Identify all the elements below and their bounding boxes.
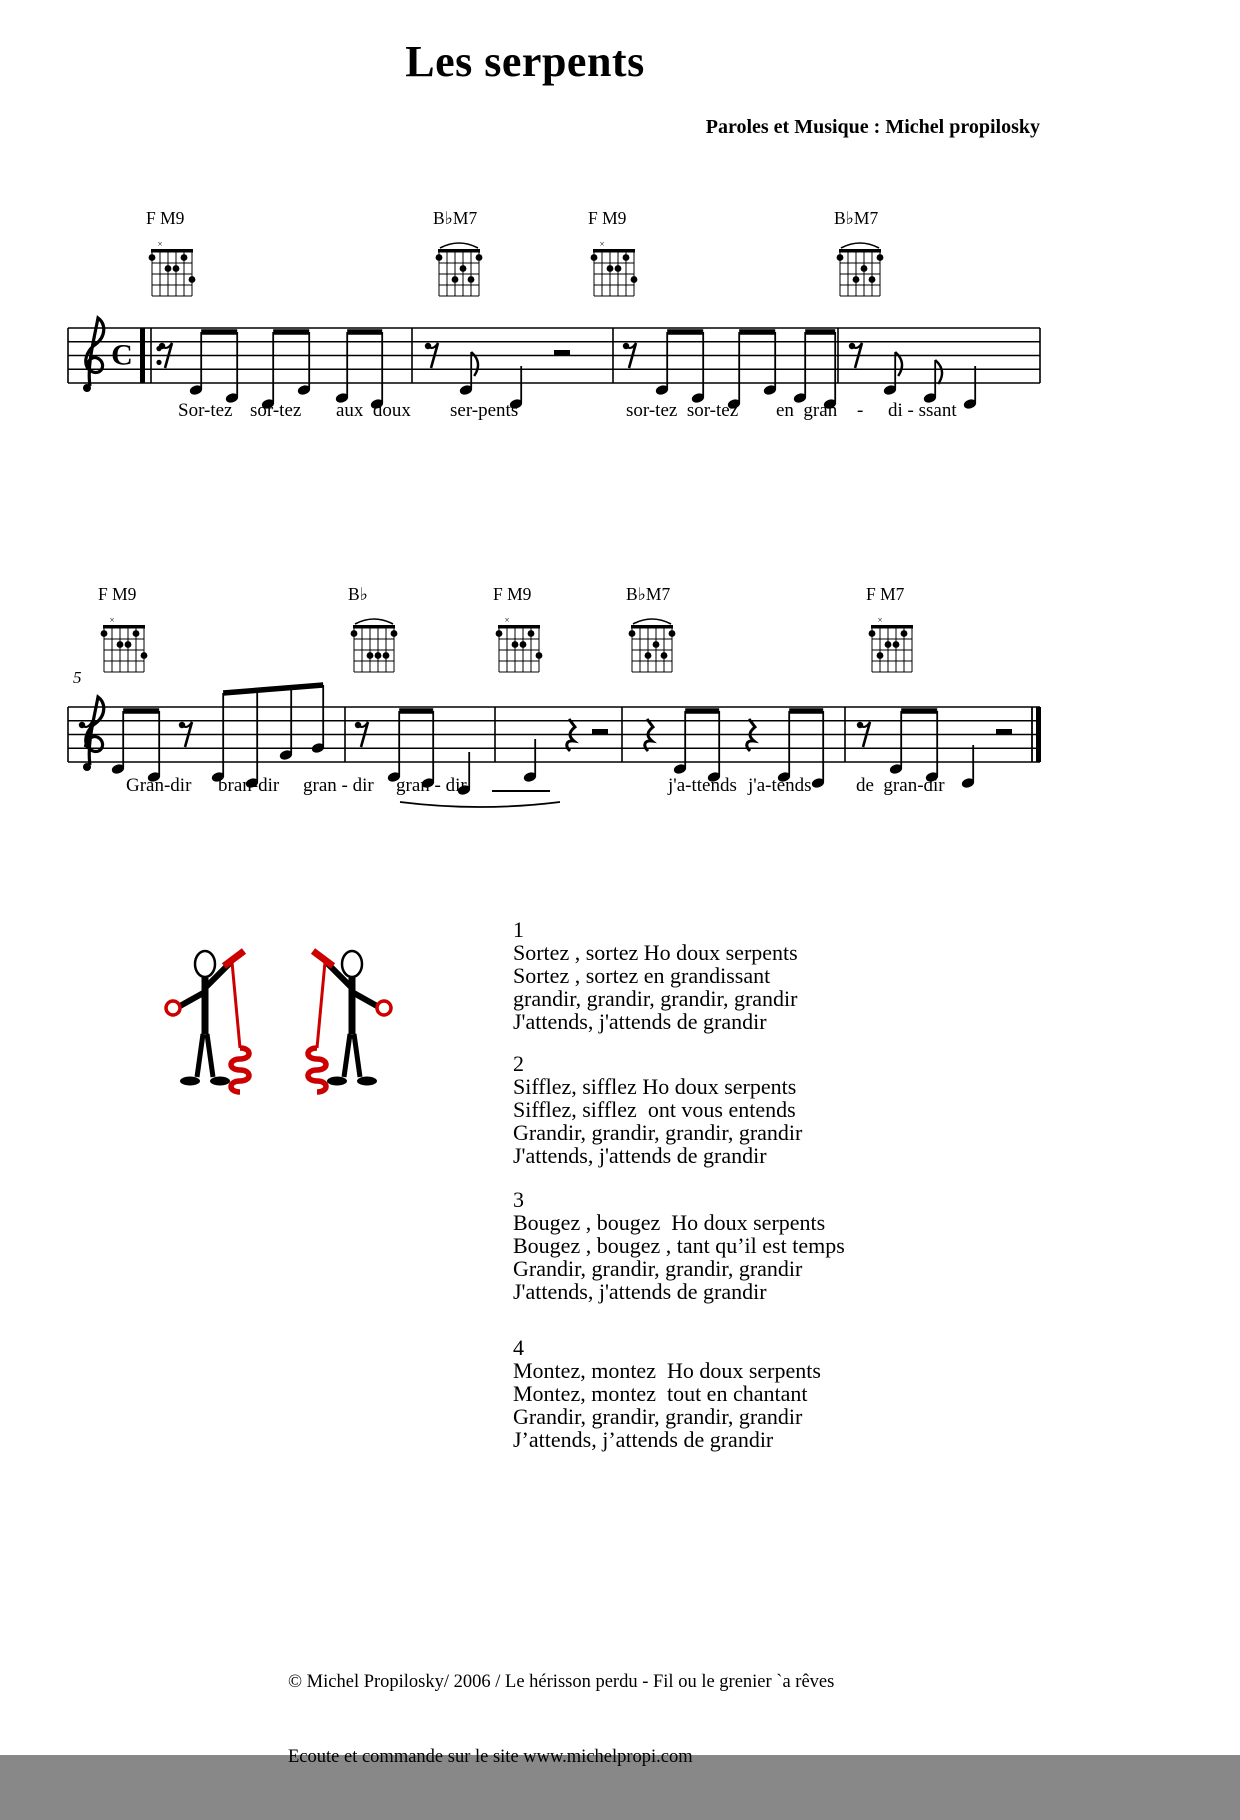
verse-line: Sortez , sortez Ho doux serpents xyxy=(513,940,798,965)
lyric-syllable: Sor-tez xyxy=(178,400,233,421)
serpent-coil-icon xyxy=(231,1048,249,1092)
chord-name: F M9 xyxy=(98,584,137,604)
chord-diagram xyxy=(350,614,404,680)
chord-name: B♭M7 xyxy=(433,208,478,228)
chord-name: F M7 xyxy=(866,584,905,604)
figure-lower-arm xyxy=(352,992,377,1006)
stick-figure-right xyxy=(308,951,391,1092)
chord-diagram xyxy=(836,238,890,304)
lyric-syllable: en gran xyxy=(776,400,838,421)
lyric-syllable: bran-dir xyxy=(218,775,280,796)
svg-text:×: × xyxy=(877,615,883,625)
verse-line: Sifflez, sifflez Ho doux serpents xyxy=(513,1074,797,1099)
figure-leg xyxy=(207,1034,213,1077)
chord-diagram xyxy=(590,238,644,304)
serpent-coil-icon xyxy=(308,1048,326,1092)
svg-text:×: × xyxy=(504,615,510,625)
serpent-handle-icon xyxy=(224,951,244,966)
verse-block xyxy=(513,1336,821,1451)
verse-line: J’attends, j’attends de grandir xyxy=(513,1427,774,1452)
lyric-syllable: aux doux xyxy=(336,400,411,421)
chord-name: F M9 xyxy=(493,584,532,604)
figure-leg xyxy=(354,1034,360,1077)
verse-number: 1 xyxy=(513,917,524,942)
staff-system xyxy=(60,685,1060,825)
serpent-string xyxy=(317,962,325,1048)
stick-figures-illustration xyxy=(156,942,401,1117)
lyric-syllable: sor-tez xyxy=(250,400,302,421)
verse-line: Sifflez, sifflez ont vous entends xyxy=(513,1097,796,1122)
figure-head xyxy=(195,951,215,977)
lyric-syllable: ser-pents xyxy=(450,400,519,421)
measure-number: 5 xyxy=(73,668,82,687)
copyright-line: © Michel Propilosky/ 2006 / Le hérisson perdu - Fil ou le grenier `a rêves xyxy=(288,1672,835,1692)
lyric-syllable: j'a-tends xyxy=(748,775,812,796)
byline: Paroles et Musique : Michel propilosky xyxy=(705,116,1040,138)
verse-block xyxy=(513,1188,845,1303)
verse-line: grandir, grandir, grandir, grandir xyxy=(513,986,798,1011)
chord-name: F M9 xyxy=(588,208,627,228)
page-title: Les serpents xyxy=(405,37,645,86)
lyric-syllable: j'a-ttends xyxy=(668,775,737,796)
footer xyxy=(288,1620,834,1820)
figure-head xyxy=(342,951,362,977)
chord-diagram xyxy=(100,614,154,680)
chord-diagram xyxy=(148,238,202,304)
figure-foot xyxy=(327,1077,347,1086)
figure-foot xyxy=(180,1077,200,1086)
lyric-syllable: - xyxy=(857,400,864,421)
chord-diagram xyxy=(628,614,682,680)
figure-leg xyxy=(344,1034,350,1077)
lyric-syllable: di - ssant xyxy=(888,400,957,421)
figure-foot xyxy=(210,1077,230,1086)
svg-text:×: × xyxy=(599,239,605,249)
verse-line: Montez, montez tout en chantant xyxy=(513,1381,808,1406)
lyric-syllable: de gran-dir xyxy=(856,775,945,796)
verse-line: J'attends, j'attends de grandir xyxy=(513,1143,767,1168)
chord-diagram xyxy=(495,614,549,680)
lyric-syllable: sor-tez sor-tez xyxy=(626,400,739,421)
svg-text:×: × xyxy=(157,239,163,249)
verse-line: J'attends, j'attends de grandir xyxy=(513,1009,767,1034)
chord-name: B♭M7 xyxy=(834,208,879,228)
lyric-syllable: gran - dir xyxy=(303,775,374,796)
chord-diagram xyxy=(435,238,489,304)
figure-leg xyxy=(197,1034,203,1077)
verse-line: J'attends, j'attends de grandir xyxy=(513,1279,767,1304)
verse-line: Bougez , bougez Ho doux serpents xyxy=(513,1210,826,1235)
serpent-ring-icon xyxy=(377,1001,391,1015)
serpent-string xyxy=(232,962,240,1048)
serpent-handle-icon xyxy=(313,951,333,966)
staff-system xyxy=(60,306,1060,446)
figure-lower-arm xyxy=(180,992,205,1006)
verse-number: 3 xyxy=(513,1187,524,1212)
verse-number: 2 xyxy=(513,1051,524,1076)
time-signature: C xyxy=(111,338,133,372)
verse-block xyxy=(513,1052,802,1167)
chord-diagram xyxy=(868,614,922,680)
serpent-ring-icon xyxy=(166,1001,180,1015)
verse-line: Grandir, grandir, grandir, grandir xyxy=(513,1404,803,1429)
verse-block xyxy=(513,918,798,1033)
chord-name: B♭ xyxy=(348,584,368,604)
chord-name: B♭M7 xyxy=(626,584,671,604)
verse-line: Grandir, grandir, grandir, grandir xyxy=(513,1256,803,1281)
lyric-syllable: gran - dir xyxy=(396,775,467,796)
lyric-syllable: Gran-dir xyxy=(126,775,192,796)
verse-number: 4 xyxy=(513,1335,524,1360)
verse-line: Bougez , bougez , tant qu’il est temps xyxy=(513,1233,845,1258)
verse-line: Grandir, grandir, grandir, grandir xyxy=(513,1120,803,1145)
lyric-extender xyxy=(492,790,550,792)
verse-line: Montez, montez Ho doux serpents xyxy=(513,1358,821,1383)
verse-line: Sortez , sortez en grandissant xyxy=(513,963,771,988)
svg-text:×: × xyxy=(109,615,115,625)
figure-foot xyxy=(357,1077,377,1086)
stick-figure-left xyxy=(166,951,249,1092)
chord-name: F M9 xyxy=(146,208,185,228)
website-line: Ecoute et commande sur le site www.michelpropi.com xyxy=(288,1747,693,1767)
